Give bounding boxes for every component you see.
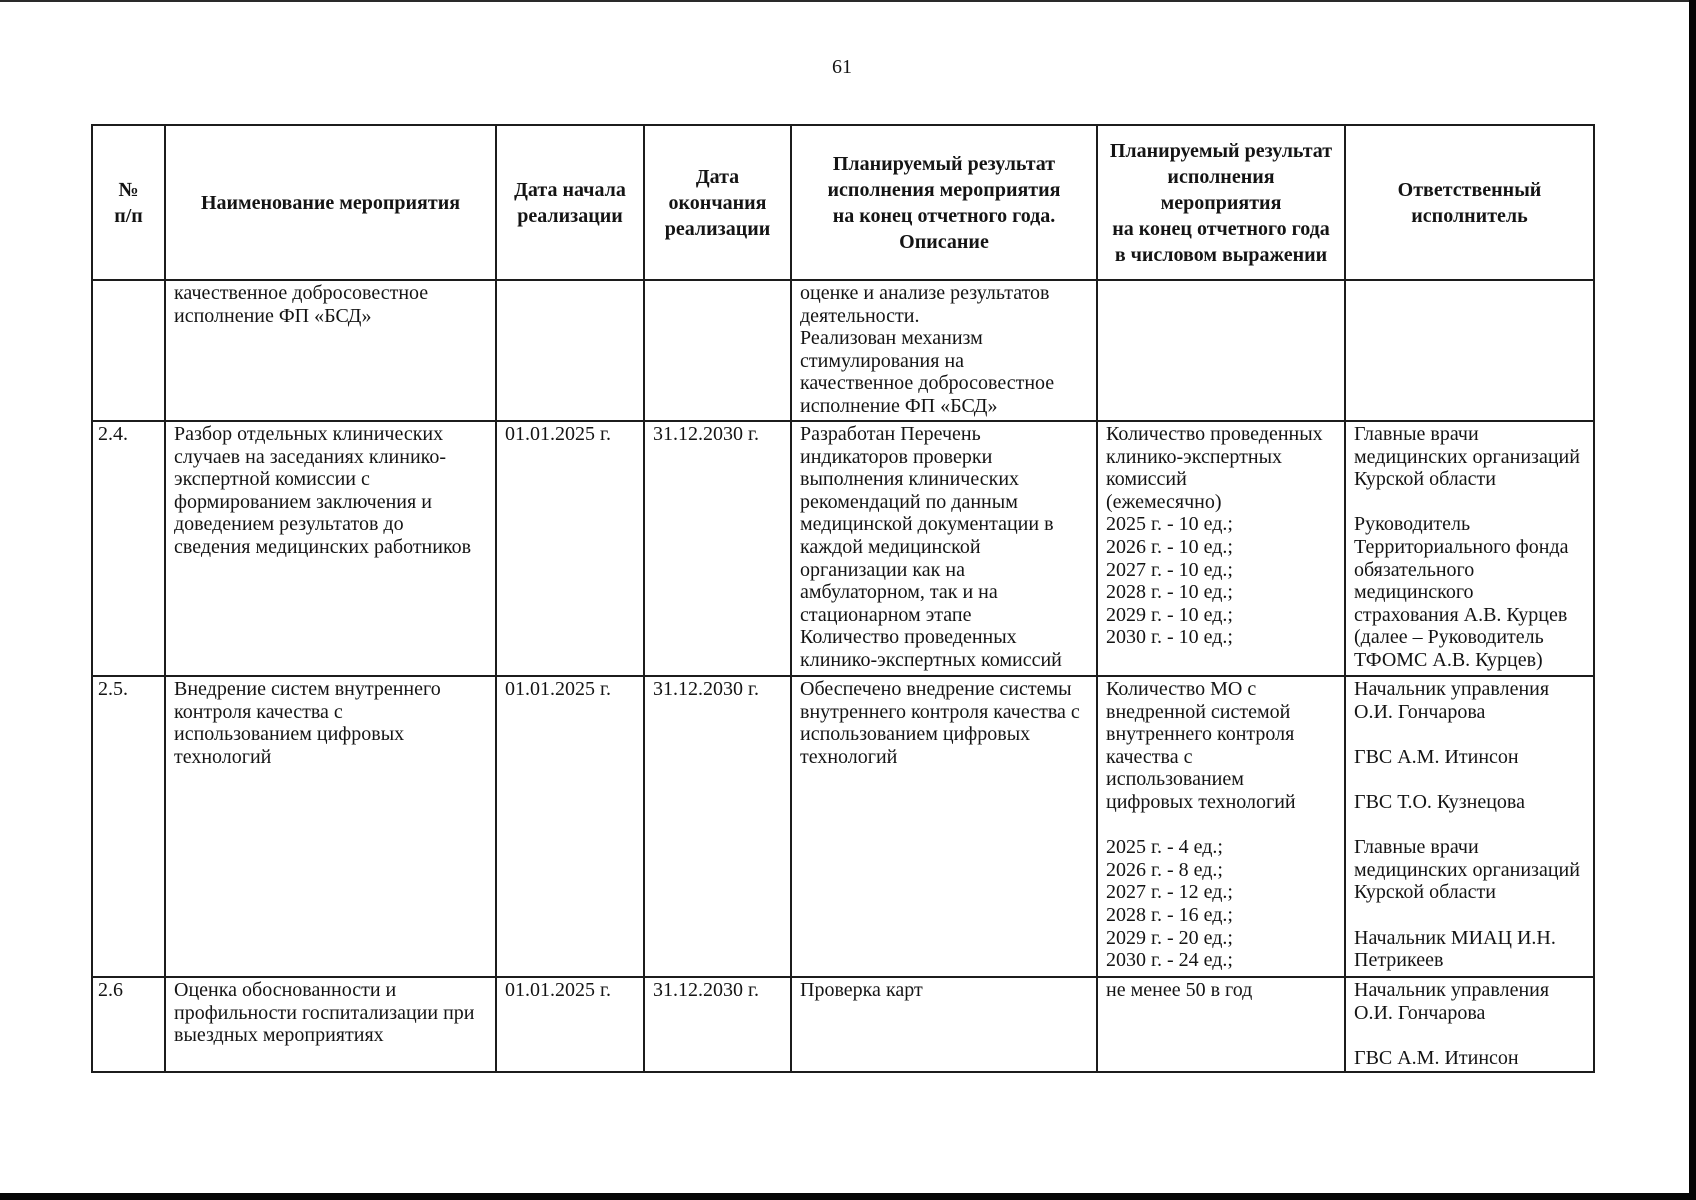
cell-result-description: оценке и анализе результатов деятельности. Реализован механизм стимулирования на качественное добросовестное исполнение ФП «БСД» <box>791 280 1097 421</box>
table-row <box>92 280 1594 421</box>
scan-edge-right <box>1689 0 1696 1200</box>
cell-responsible <box>1345 280 1594 421</box>
cell-number: 2.4. <box>92 421 165 676</box>
cell-activity-name: Разбор отдельных клинических случаев на заседаниях клинико- экспертной комиссии с формированием заключения и доведением результатов до сведения медицинских работников <box>165 421 496 676</box>
header-responsible: Ответственный исполнитель <box>1345 125 1594 280</box>
cell-number <box>92 280 165 421</box>
cell-end-date <box>644 280 791 421</box>
cell-end-date: 31.12.2030 г. <box>644 977 791 1072</box>
table-row <box>92 977 1594 1072</box>
activities-table <box>91 124 1595 1073</box>
cell-activity-name: качественное добросовестное исполнение ФП «БСД» <box>165 280 496 421</box>
cell-number: 2.5. <box>92 676 165 977</box>
header-start-date: Дата начала реализации <box>496 125 644 280</box>
scan-edge-top <box>0 0 1696 2</box>
page-number: 61 <box>832 56 852 78</box>
cell-result-value: Количество проведенных клинико-экспертных комиссий (ежемесячно) 2025 г. - 10 ед.; 2026 г. - 10 ед.; 2027 г. - 10 ед.; 2028 г. - 10 ед.; 2029 г. - 10 ед.; 2030 г. - 10 ед.; <box>1097 421 1345 676</box>
cell-end-date: 31.12.2030 г. <box>644 676 791 977</box>
header-number: № п/п <box>92 125 165 280</box>
header-result-description: Планируемый результат исполнения мероприятия на конец отчетного года. Описание <box>791 125 1097 280</box>
cell-responsible: Начальник управления О.И. Гончарова ГВС А.М. Итинсон <box>1345 977 1594 1072</box>
cell-start-date: 01.01.2025 г. <box>496 676 644 977</box>
cell-result-value: не менее 50 в год <box>1097 977 1345 1072</box>
cell-result-description: Разработан Перечень индикаторов проверки выполнения клинических рекомендаций по данным медицинской документации в каждой медицинской организации как на амбулаторном, так и на стационарном этапе Количество проведенных клинико-экспертных комиссий <box>791 421 1097 676</box>
cell-start-date: 01.01.2025 г. <box>496 977 644 1072</box>
cell-start-date <box>496 280 644 421</box>
cell-start-date: 01.01.2025 г. <box>496 421 644 676</box>
cell-result-description: Обеспечено внедрение системы внутреннего контроля качества с использованием цифровых технологий <box>791 676 1097 977</box>
table-header-row <box>92 125 1594 280</box>
cell-result-description: Проверка карт <box>791 977 1097 1072</box>
cell-activity-name: Оценка обоснованности и профильности госпитализации при выездных мероприятиях <box>165 977 496 1072</box>
scan-edge-bottom <box>0 1193 1696 1200</box>
cell-responsible: Начальник управления О.И. Гончарова ГВС А.М. Итинсон ГВС Т.О. Кузнецова Главные врачи медицинских организаций Курской области Начальник МИАЦ И.Н. Петрикеев <box>1345 676 1594 977</box>
header-end-date: Дата окончания реализации <box>644 125 791 280</box>
header-result-value: Планируемый результат исполнения мероприятия на конец отчетного года в числовом выражении <box>1097 125 1345 280</box>
cell-activity-name: Внедрение систем внутреннего контроля качества с использованием цифровых технологий <box>165 676 496 977</box>
cell-number: 2.6 <box>92 977 165 1072</box>
cell-result-value <box>1097 280 1345 421</box>
table-row <box>92 676 1594 977</box>
cell-result-value: Количество МО с внедренной системой внутреннего контроля качества с использованием цифровых технологий 2025 г. - 4 ед.; 2026 г. - 8 ед.; 2027 г. - 12 ед.; 2028 г. - 16 ед.; 2029 г. - 20 ед.; 2030 г. - 24 ед.; <box>1097 676 1345 977</box>
cell-responsible: Главные врачи медицинских организаций Курской области Руководитель Территориального фонда обязательного медицинского страхования А.В. Курцев (далее – Руководитель ТФОМС А.В. Курцев) <box>1345 421 1594 676</box>
header-activity-name: Наименование мероприятия <box>165 125 496 280</box>
cell-end-date: 31.12.2030 г. <box>644 421 791 676</box>
table-row <box>92 421 1594 676</box>
